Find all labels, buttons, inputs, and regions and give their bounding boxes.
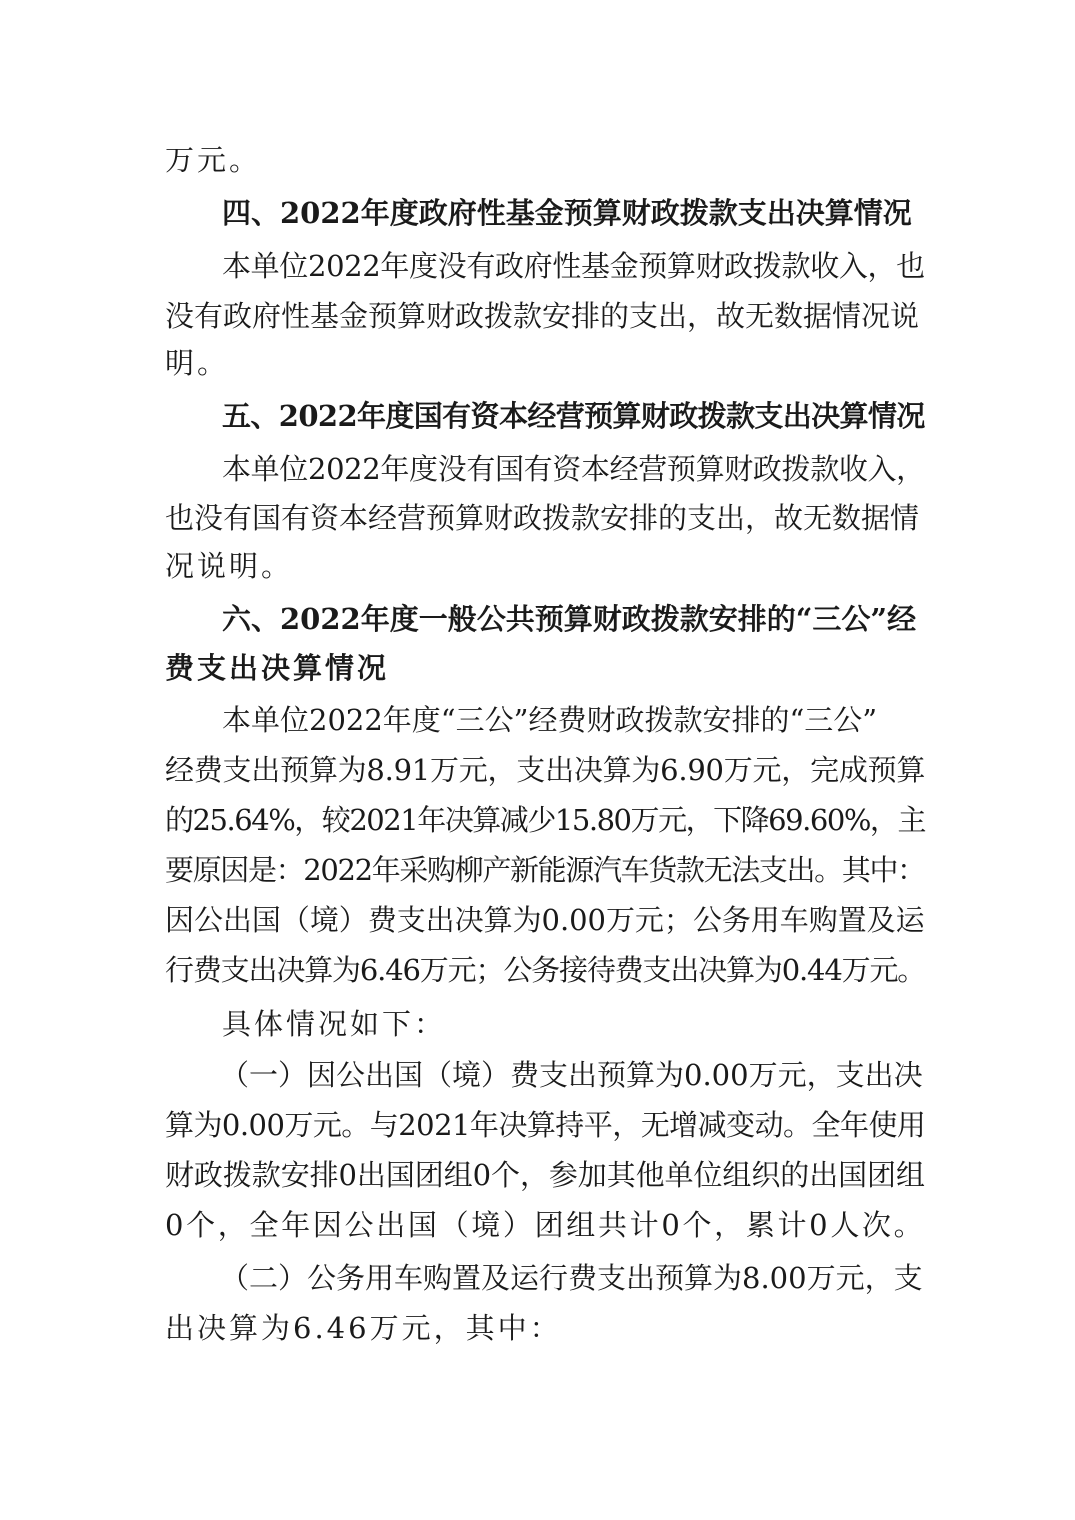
subsection-1: （一）因公出国（境）费支出预算为0.00万元，支出决 (220, 1058, 923, 1092)
paragraph-line: 行费支出决算为6.46万元；公务接待费支出决算为0.44万元。 (165, 953, 926, 987)
paragraph-line: 本单位2022年度没有政府性基金预算财政拨款收入，也 (222, 249, 925, 283)
paragraph-line: 因公出国（境）费支出决算为0.00万元；公务用车购置及运 (165, 903, 925, 937)
section-heading-6: 六、2022年度一般公共预算财政拨款安排的“三公”经 (222, 602, 917, 636)
paragraph-line: 经费支出预算为8.91万元，支出决算为6.90万元，完成预算 (165, 753, 926, 787)
paragraph-line: 0个，全年因公出国（境）团组共计0个，累计0人次。 (165, 1208, 926, 1242)
paragraph-line: 明。 (165, 346, 230, 380)
paragraph-line: 算为0.00万元。与2021年决算持平，无增减变动。全年使用 (165, 1108, 926, 1142)
paragraph-line: 本单位2022年度“三公”经费财政拨款安排的“三公” (222, 703, 878, 737)
paragraph-line: 没有政府性基金预算财政拨款安排的支出，故无数据情况说 (165, 299, 920, 333)
subsection-2: （二）公务用车购置及运行费支出预算为8.00万元，支 (220, 1261, 923, 1295)
paragraph-line: 也没有国有资本经营预算财政拨款安排的支出，故无数据情 (165, 501, 920, 535)
paragraph-line: 财政拨款安排0出国团组0个，参加其他单位组织的出国团组 (165, 1158, 925, 1192)
section-heading-5: 五、2022年度国有资本经营预算财政拨款支出决算情况 (222, 399, 925, 433)
paragraph-line: 况说明。 (165, 549, 294, 583)
paragraph-line: 要原因是：2022年采购柳产新能源汽车货款无法支出。其中： (165, 853, 925, 887)
paragraph-line: 出决算为6.46万元，其中： (165, 1311, 562, 1345)
paragraph-line: 的25.64%，较2021年决算减少15.80万元，下降69.60%，主 (165, 803, 925, 837)
paragraph-continuation: 万元。 (165, 143, 262, 177)
section-heading-4: 四、2022年度政府性基金预算财政拨款支出决算情况 (222, 196, 912, 230)
section-heading-6-cont: 费支出决算情况 (165, 651, 390, 685)
paragraph-line: 具体情况如下： (222, 1007, 447, 1041)
paragraph-line: 本单位2022年度没有国有资本经营预算财政拨款收入， (222, 452, 925, 486)
